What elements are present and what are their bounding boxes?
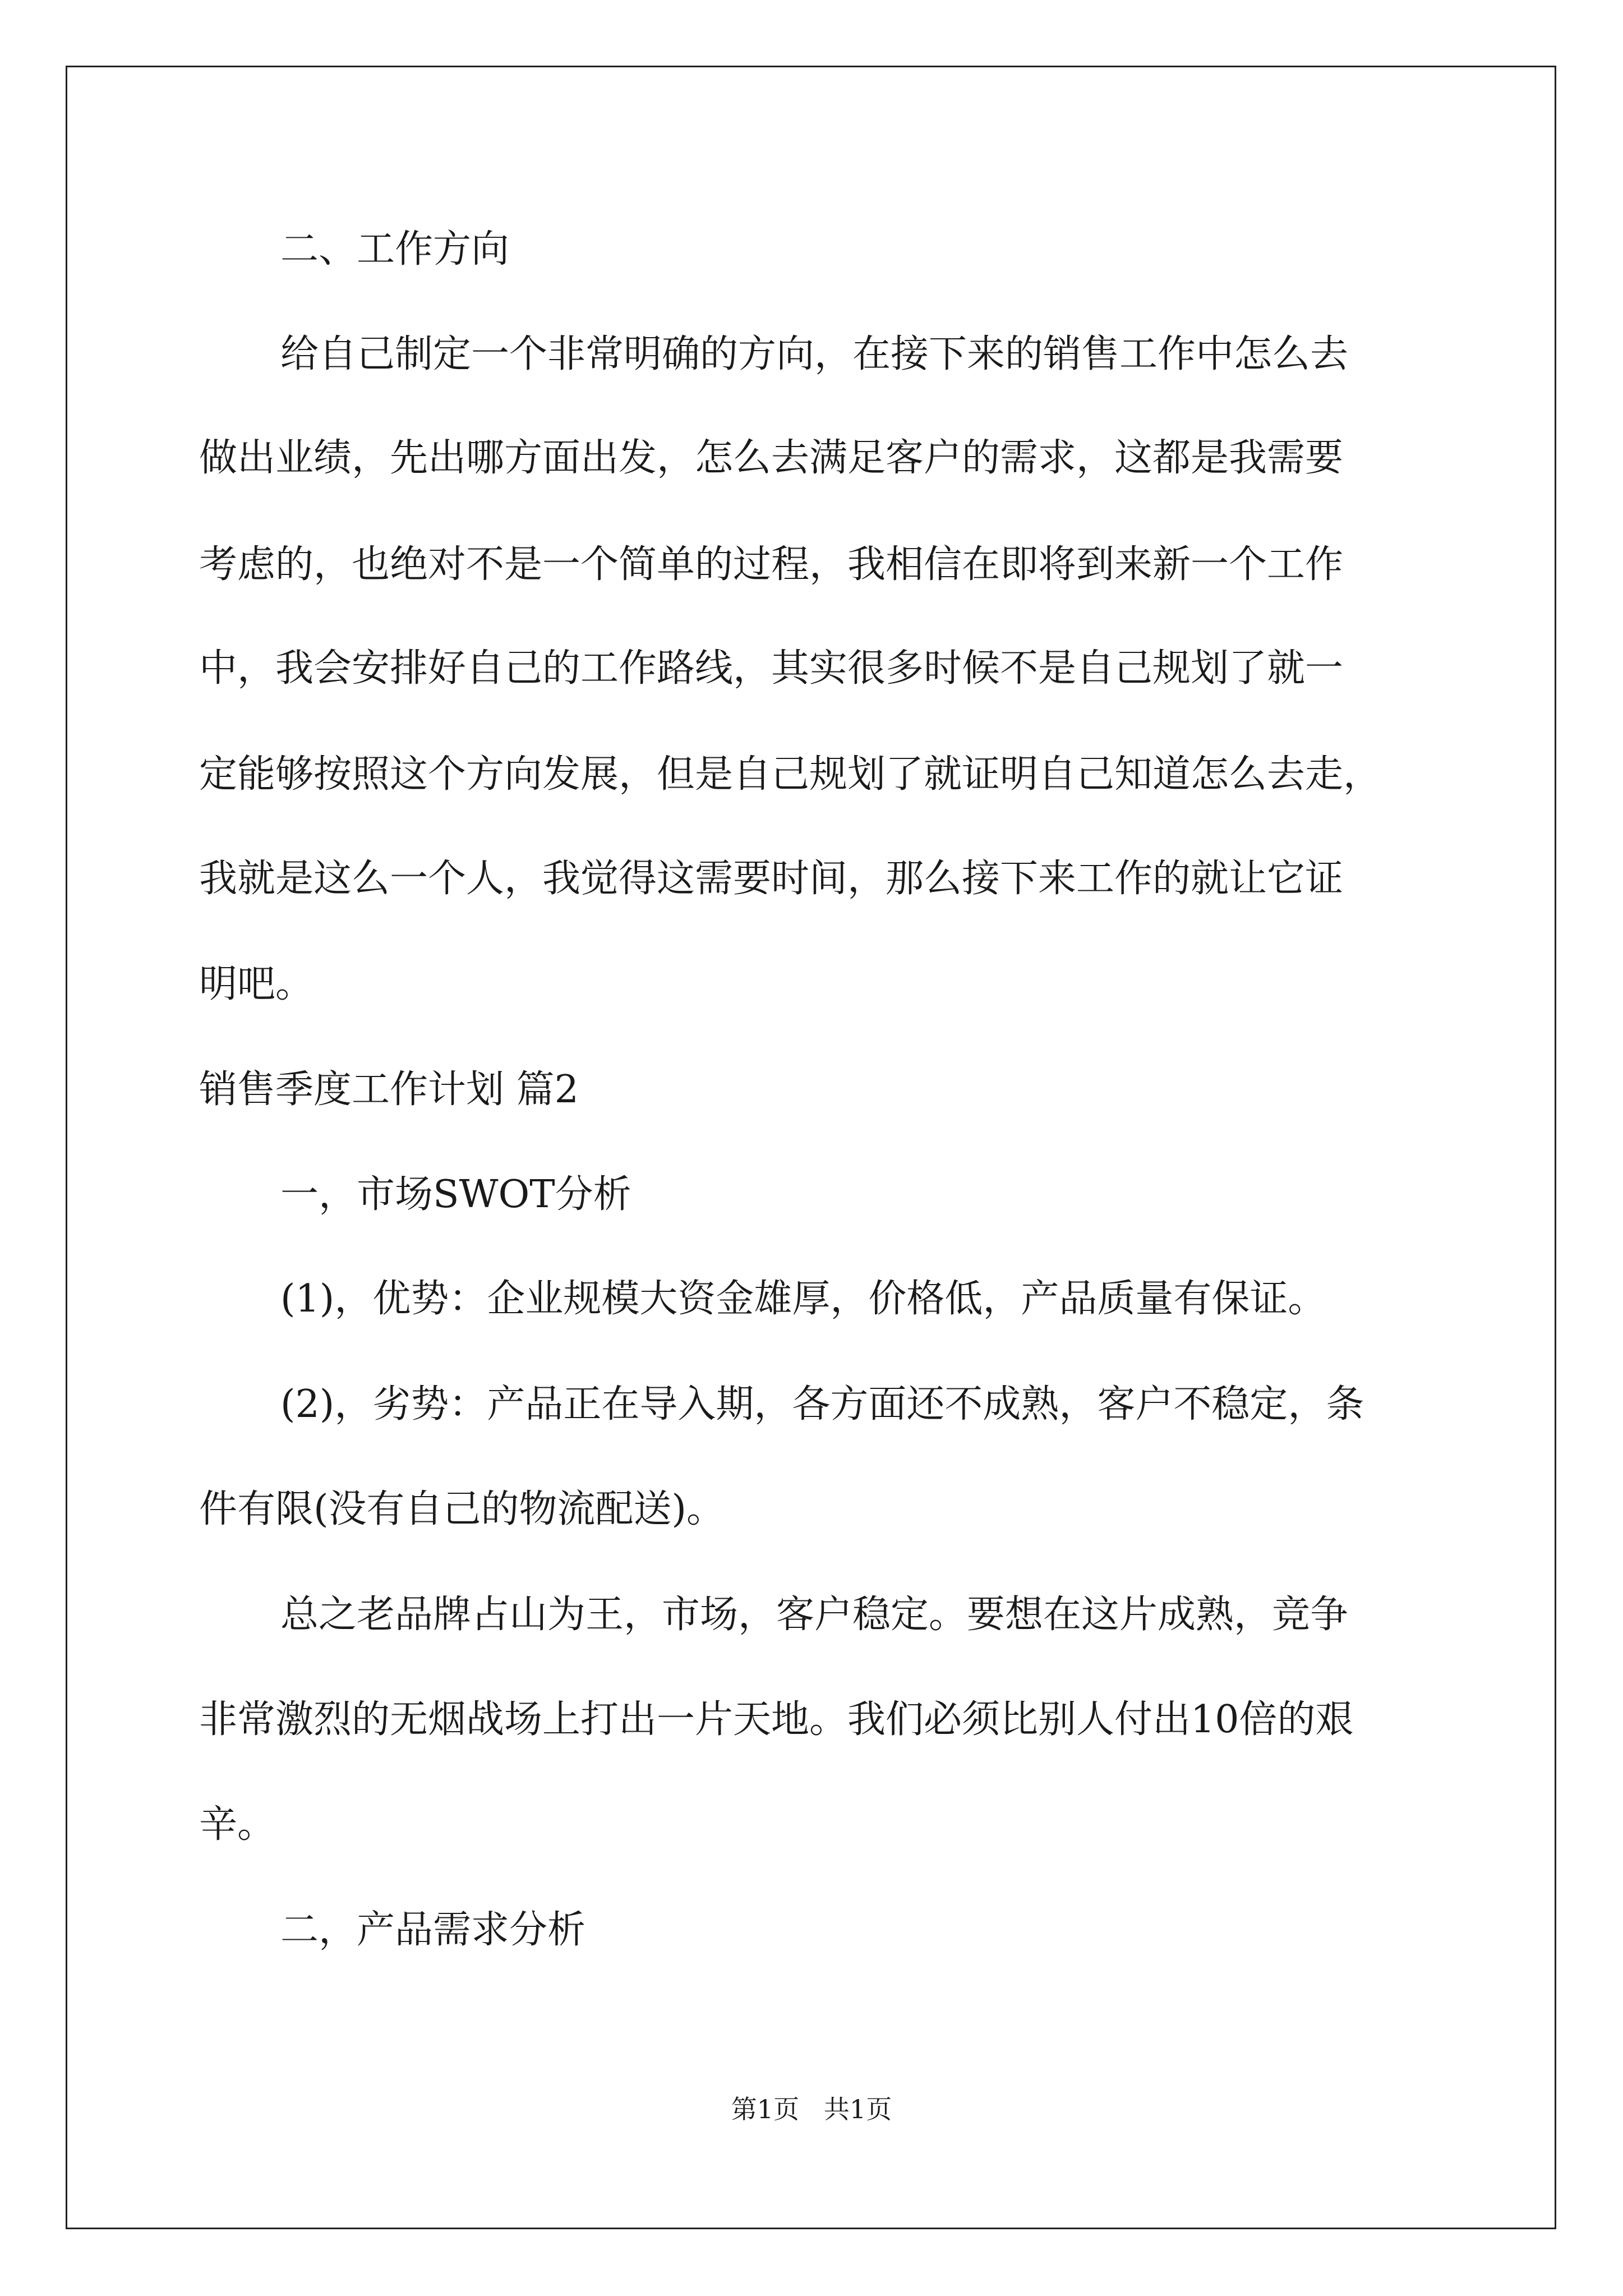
paragraph-line: 定能够按照这个方向发展，但是自己规划了就证明自己知道怎么去走， — [199, 752, 1382, 797]
section-heading: 一，市场SWOT分析 — [280, 1172, 631, 1217]
paragraph-line: 辛。 — [199, 1802, 276, 1847]
paragraph-line: 做出业绩，先出哪方面出发，怎么去满足客户的需求，这都是我需要 — [199, 436, 1344, 480]
paragraph-line: 明吧。 — [199, 962, 314, 1006]
page-footer: 第1页 共1页 — [731, 2094, 892, 2124]
section-heading: 二，产品需求分析 — [280, 1908, 586, 1952]
paragraph-line: 件有限(没有自己的物流配送)。 — [199, 1487, 725, 1531]
paragraph-line: (2)，劣势：产品正在导入期，各方面还不成熟，客户不稳定，条 — [280, 1382, 1364, 1427]
paragraph-line: 考虑的，也绝对不是一个简单的过程，我相信在即将到来新一个工作 — [199, 542, 1344, 587]
section-heading: 二、工作方向 — [280, 227, 510, 272]
paragraph-line: (1)，优势：企业规模大资金雄厚，价格低，产品质量有保证。 — [280, 1277, 1326, 1321]
article-title: 销售季度工作计划 篇2 — [199, 1068, 579, 1112]
paragraph-line: 非常激烈的无烟战场上打出一片天地。我们必须比别人付出10倍的艰 — [199, 1697, 1354, 1742]
paragraph-line: 我就是这么一个人，我觉得这需要时间，那么接下来工作的就让它证 — [199, 857, 1344, 901]
paragraph-line: 中，我会安排好自己的工作路线，其实很多时候不是自己规划了就一 — [199, 646, 1344, 691]
paragraph-line: 总之老品牌占山为王，市场，客户稳定。要想在这片成熟，竞争 — [280, 1593, 1349, 1637]
paragraph-line: 给自己制定一个非常明确的方向，在接下来的销售工作中怎么去 — [280, 332, 1349, 376]
